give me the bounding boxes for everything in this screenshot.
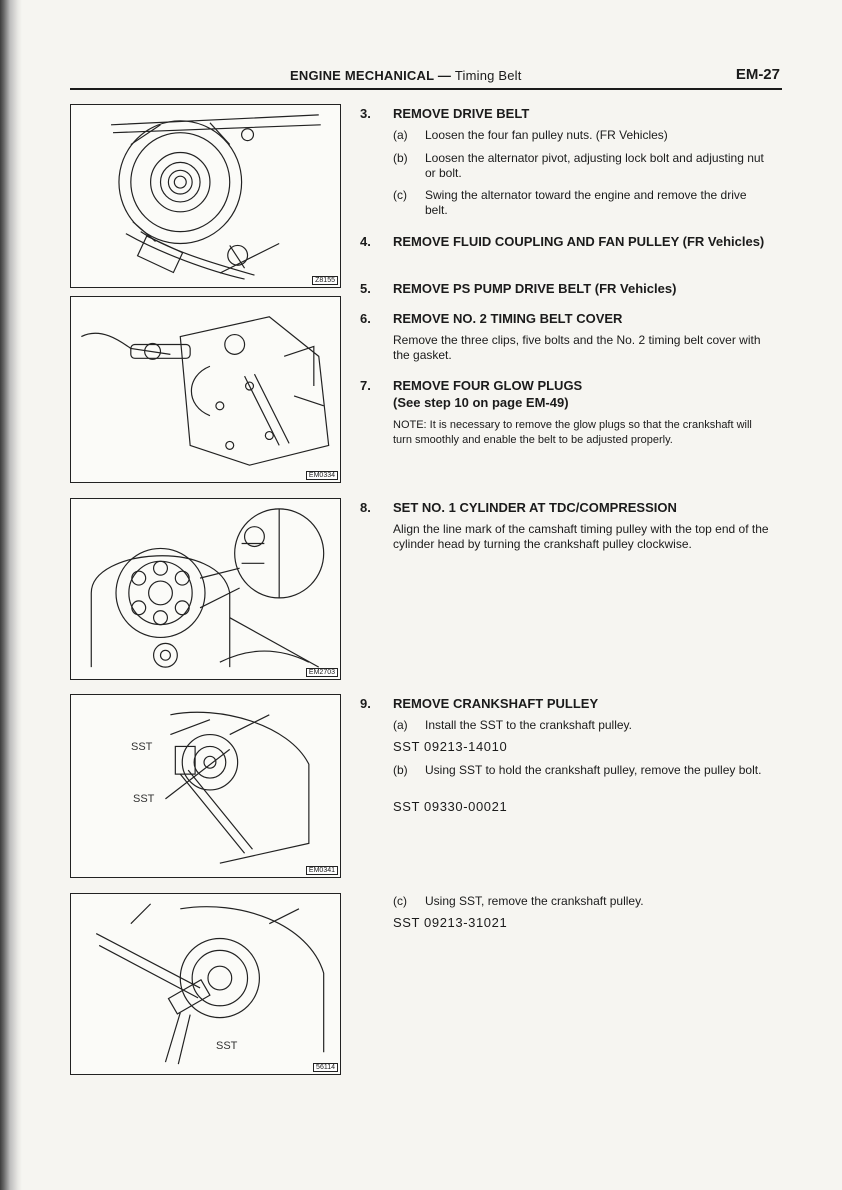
substep-label: (a) [393, 718, 408, 732]
step-reference: (See step 10 on page EM-49) [393, 395, 569, 410]
step-text: Remove the three clips, five bolts and the No. 2 timing belt cover with the gasket. [393, 333, 761, 362]
figure-code: 56114 [313, 1063, 338, 1072]
step-heading: REMOVE FOUR GLOW PLUGS [393, 378, 583, 393]
step-heading: REMOVE DRIVE BELT [393, 106, 530, 121]
step-heading: REMOVE CRANKSHAFT PULLEY [393, 696, 599, 711]
camshaft-pulley-illustration [71, 499, 340, 679]
sst-install-illustration [71, 695, 340, 877]
pulley-removal-illustration [71, 894, 340, 1074]
step-number: 7. [360, 378, 371, 393]
header-dash: — [437, 68, 452, 83]
step-9 [360, 696, 772, 936]
step-heading: SET NO. 1 CYLINDER AT TDC/COMPRESSION [393, 500, 677, 515]
step-note: NOTE: It is necessary to remove the glow plugs so that the crankshaft will turn smoothly and enable the belt to be adjusted properly. [393, 419, 752, 446]
sst-callout: SST [133, 793, 155, 805]
step-8 [360, 500, 772, 575]
sst-callout: SST [131, 741, 153, 753]
substep-label: (b) [393, 763, 408, 777]
sst-callout: SST [216, 1040, 238, 1052]
figure-code: EM2703 [306, 668, 338, 677]
header-subsection: Timing Belt [454, 68, 522, 83]
timing-cover-illustration [71, 297, 340, 482]
step-number: 9. [360, 696, 371, 711]
figure-drive-belt [70, 104, 341, 288]
substep-text: Using SST, remove the crankshaft pulley. [425, 894, 644, 908]
figure-tdc-alignment [70, 498, 341, 680]
step-heading: REMOVE PS PUMP DRIVE BELT (FR Vehicles) [393, 281, 677, 296]
step-text: Align the line mark of the camshaft timing pulley with the top end of the cylinder head by turning the crankshaft pulley clockwise. [393, 522, 769, 551]
page-header-title [290, 68, 522, 83]
header-rule [70, 88, 782, 90]
step-number: 4. [360, 234, 371, 249]
substep-label: (c) [393, 188, 407, 202]
substep-text: Install the SST to the crankshaft pulley. [425, 718, 632, 732]
step-number: 8. [360, 500, 371, 515]
figure-code: EM0334 [306, 471, 338, 480]
sst-part-number: SST 09330-00021 [393, 799, 508, 814]
substep-label: (b) [393, 151, 408, 165]
page-number: EM-27 [735, 66, 780, 83]
page-binding-edge [0, 0, 22, 1190]
figure-pulley-removal [70, 893, 341, 1075]
substep-text: Loosen the four fan pulley nuts. (FR Vehicles) [425, 128, 668, 142]
figure-sst-install [70, 694, 341, 878]
sst-part-number: SST 09213-31021 [393, 915, 508, 930]
substep-text: Swing the alternator toward the engine and remove the drive belt. [425, 188, 747, 217]
substep-text: Loosen the alternator pivot, adjusting lock bolt and adjusting nut or bolt. [425, 151, 764, 180]
step-number: 5. [360, 281, 371, 296]
substep-label: (c) [393, 894, 407, 908]
step-number: 6. [360, 311, 371, 326]
step-heading: REMOVE NO. 2 TIMING BELT COVER [393, 311, 623, 326]
substep-text: Using SST to hold the crankshaft pulley, remove the pulley bolt. [425, 763, 762, 777]
figure-timing-belt-cover [70, 296, 341, 483]
substep-label: (a) [393, 128, 408, 142]
header-section: ENGINE MECHANICAL [290, 68, 435, 83]
step-heading: REMOVE FLUID COUPLING AND FAN PULLEY (FR Vehicles) [393, 234, 765, 249]
step-number: 3. [360, 106, 371, 121]
step-5 [360, 281, 772, 299]
step-3 [360, 106, 772, 226]
step-4 [360, 234, 772, 268]
sst-part-number: SST 09213-14010 [393, 739, 508, 754]
alternator-illustration [71, 105, 340, 287]
step-7 [360, 378, 772, 473]
step-6 [360, 311, 772, 367]
figure-code: Z8155 [312, 276, 338, 285]
figure-code: EM0341 [306, 866, 338, 875]
